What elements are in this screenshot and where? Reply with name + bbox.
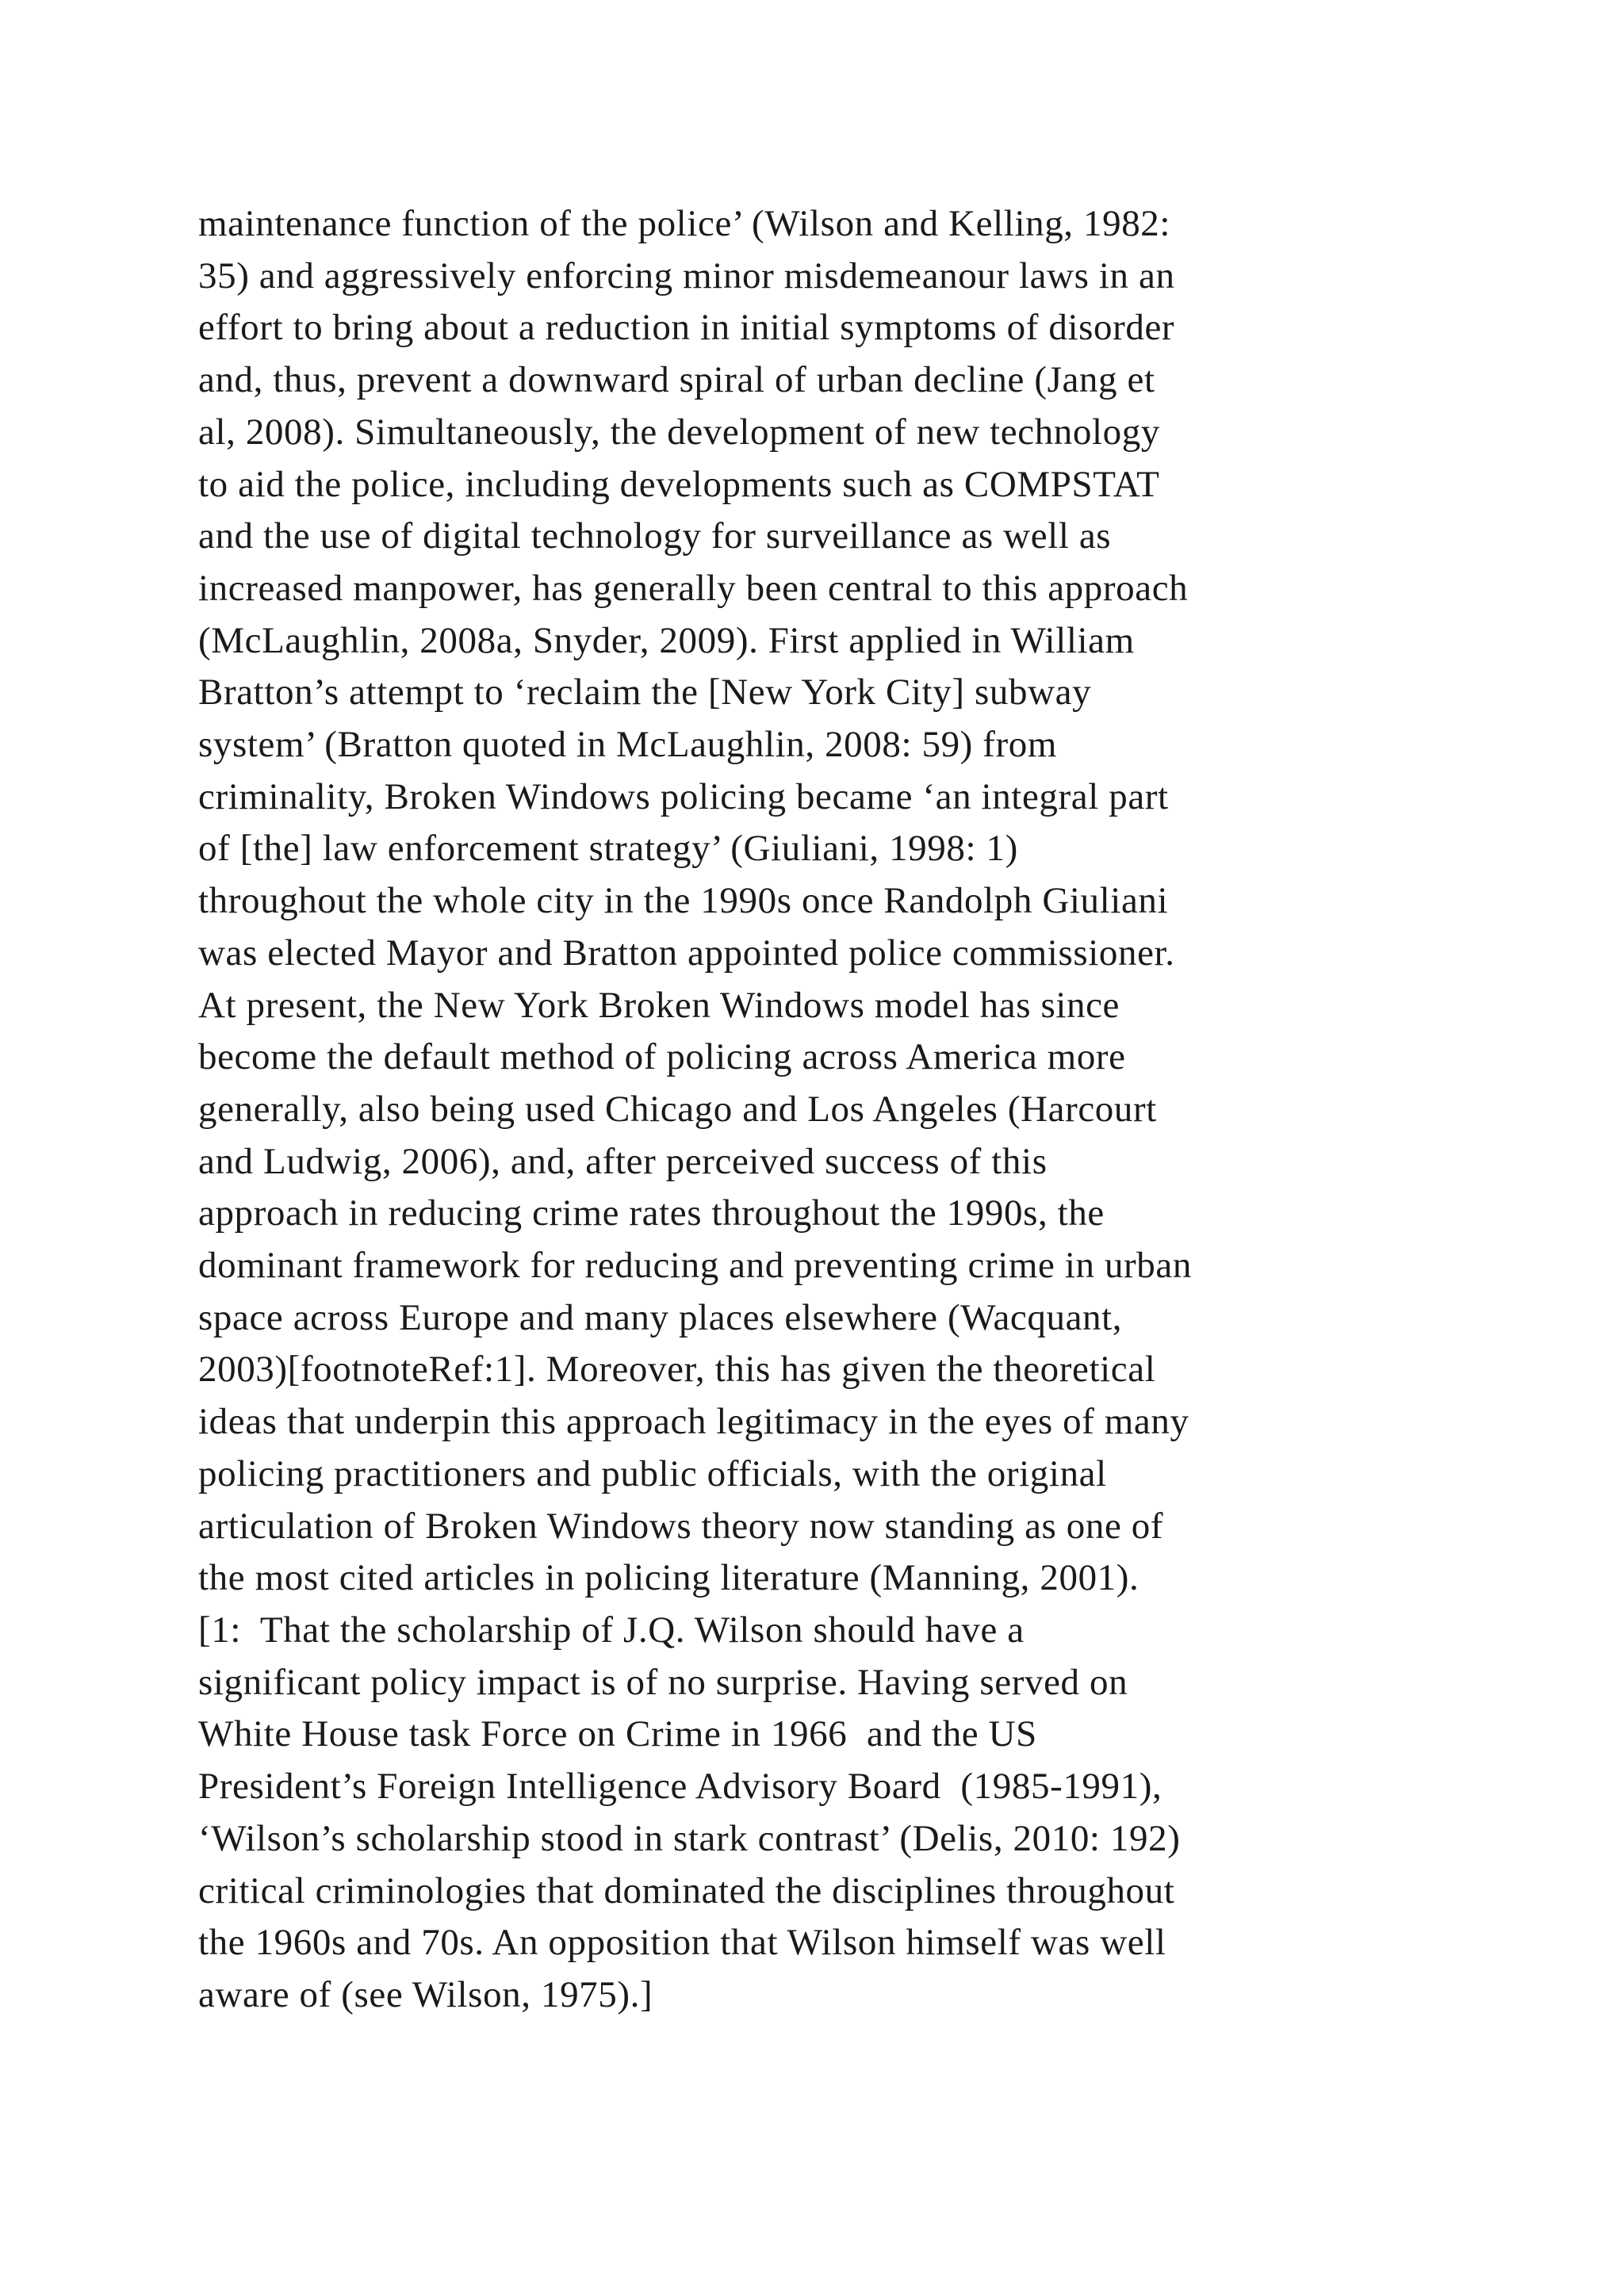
text-line: policing practitioners and public officials, with the original	[198, 1452, 1107, 1494]
footnote-line: the 1960s and 70s. An opposition that Wilson himself was well	[198, 1922, 1166, 1964]
footnote-line: ‘Wilson’s scholarship stood in stark contrast’ (Delis, 2010: 192)	[198, 1817, 1181, 1859]
text-line: was elected Mayor and Bratton appointed police commissioner.	[198, 932, 1175, 974]
text-line: At present, the New York Broken Windows model has since	[198, 984, 1120, 1026]
footnote-line: White House task Force on Crime in 1966 and the US	[198, 1713, 1037, 1755]
text-line: (McLaughlin, 2008a, Snyder, 2009). First applied in William	[198, 619, 1135, 661]
text-line: effort to bring about a reduction in initial symptoms of disorder	[198, 307, 1175, 349]
body-text	[198, 198, 1483, 2022]
text-line: generally, also being used Chicago and Los Angeles (Harcourt	[198, 1088, 1157, 1130]
text-line: 35) and aggressively enforcing minor misdemeanour laws in an	[198, 254, 1175, 297]
footnote-line: critical criminologies that dominated the disciplines throughout	[198, 1869, 1175, 1911]
text-line: increased manpower, has generally been central to this approach	[198, 567, 1189, 609]
text-line: and, thus, prevent a downward spiral of urban decline (Jang et	[198, 359, 1155, 401]
text-line: dominant framework for reducing and preventing crime in urban	[198, 1245, 1192, 1287]
text-line: throughout the whole city in the 1990s once Randolph Giuliani	[198, 880, 1169, 922]
text-line: ideas that underpin this approach legitimacy in the eyes of many	[198, 1401, 1189, 1443]
footnote-line: President’s Foreign Intelligence Advisory Board (1985-1991),	[198, 1766, 1162, 1808]
text-line: and Ludwig, 2006), and, after perceived success of this	[198, 1140, 1048, 1182]
text-line: al, 2008). Simultaneously, the development of new technology	[198, 411, 1160, 453]
footnote-line: aware of (see Wilson, 1975).]	[198, 1973, 653, 2015]
text-line: to aid the police, including developments such as COMPSTAT	[198, 463, 1160, 505]
text-line: space across Europe and many places elsewhere (Wacquant,	[198, 1296, 1123, 1338]
text-line: 2003)[footnoteRef:1]. Moreover, this has given the theoretical	[198, 1349, 1156, 1391]
text-line: become the default method of policing across America more	[198, 1036, 1126, 1078]
text-line: of [the] law enforcement strategy’ (Giuliani, 1998: 1)	[198, 828, 1018, 870]
text-line: system’ (Bratton quoted in McLaughlin, 2008: 59) from	[198, 724, 1058, 766]
footnote-line: [1: That the scholarship of J.Q. Wilson should have a	[198, 1609, 1025, 1651]
text-line: Bratton’s attempt to ‘reclaim the [New York City] subway	[198, 672, 1092, 714]
text-line: maintenance function of the police’ (Wilson and Kelling, 1982:	[198, 203, 1171, 244]
text-line: articulation of Broken Windows theory now standing as one of	[198, 1505, 1164, 1547]
text-line: and the use of digital technology for surveillance as well as	[198, 515, 1112, 557]
text-line: approach in reducing crime rates throughout the 1990s, the	[198, 1192, 1105, 1234]
text-line: criminality, Broken Windows policing became ‘an integral part	[198, 775, 1169, 817]
footnote-line: significant policy impact is of no surprise. Having served on	[198, 1661, 1128, 1703]
text-line: the most cited articles in policing literature (Manning, 2001).	[198, 1557, 1139, 1599]
